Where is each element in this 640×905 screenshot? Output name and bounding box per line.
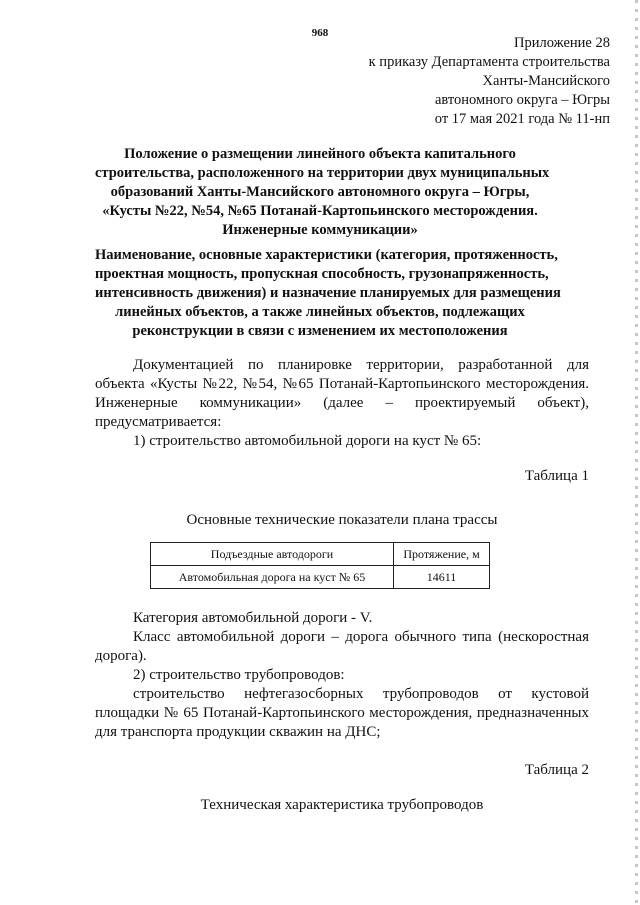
pipeline-line: для транспорта продукции скважин на ДНС; <box>95 724 381 740</box>
table-2-label: Таблица 2 <box>524 762 589 778</box>
appendix-line: Приложение 28 <box>514 35 610 51</box>
heading-line: проектная мощность, пропускная способность, грузонапряженность, <box>95 266 549 282</box>
road-description <box>95 609 589 666</box>
appendix-line: к приказу Департамента строительства <box>368 54 610 70</box>
table-2-caption: Техническая характеристика трубопроводов <box>200 797 484 813</box>
intro-paragraph <box>95 356 589 451</box>
pipeline-section <box>95 666 589 742</box>
intro-line: предусматривается: <box>95 414 222 430</box>
table-cell: Автомобильная дорога на куст № 65 <box>151 566 394 589</box>
list-item-1: 1) строительство автомобильной дороги на куст № 65: <box>133 433 482 449</box>
document-title <box>95 145 550 240</box>
pipeline-line: площадки № 65 Потанай-Картопьинского месторождения, предназначенных <box>95 705 589 721</box>
heading-line: реконструкции в связи с изменением их местоположения <box>132 323 508 339</box>
table-1 <box>150 542 490 589</box>
table-1-label: Таблица 1 <box>524 468 589 484</box>
appendix-header <box>310 34 610 129</box>
list-item-2: 2) строительство трубопроводов: <box>133 667 345 683</box>
intro-line: объекта «Кусты №22, №54, №65 Потанай-Картопьинского месторождения. <box>95 376 589 392</box>
intro-line: Документацией по планировке территории, разработанной для <box>133 357 589 373</box>
title-line: Положение о размещении линейного объекта капитального <box>124 146 516 162</box>
category-line: Категория автомобильной дороги - V. <box>133 610 373 626</box>
section-heading <box>95 246 561 341</box>
table-row <box>151 566 490 589</box>
intro-line: Инженерные коммуникации» (далее – проектируемый объект), <box>95 395 589 411</box>
class-line: Класс автомобильной дороги – дорога обычного типа (нескоростная <box>133 629 589 645</box>
appendix-line: Ханты-Мансийского <box>482 73 610 89</box>
column-header: Подъездные автодороги <box>151 543 394 566</box>
table-header-row <box>151 543 490 566</box>
scan-edge-divider <box>635 0 638 905</box>
pipeline-line: строительство нефтегазосборных трубопроводов от кустовой <box>133 686 589 702</box>
page-number: 968 <box>311 27 329 39</box>
heading-line: интенсивность движения) и назначение планируемых для размещения <box>95 285 561 301</box>
table-1-caption: Основные технические показатели плана трассы <box>186 512 498 528</box>
title-line: «Кусты №22, №54, №65 Потанай-Картопьинского месторождения. <box>102 203 538 219</box>
appendix-line: от 17 мая 2021 года № 11-нп <box>434 111 610 127</box>
title-line: образований Ханты-Мансийского автономного округа – Югры, <box>110 184 530 200</box>
column-header: Протяжение, м <box>394 543 490 566</box>
class-line: дорога). <box>95 648 147 664</box>
heading-line: Наименование, основные характеристики (категория, протяженность, <box>95 247 558 263</box>
title-line: Инженерные коммуникации» <box>222 222 418 238</box>
table-cell: 14611 <box>394 566 490 589</box>
heading-line: линейных объектов, а также линейных объектов, подлежащих <box>115 304 525 320</box>
title-line: строительства, расположенного на территории двух муниципальных <box>95 165 550 181</box>
appendix-line: автономного округа – Югры <box>434 92 610 108</box>
